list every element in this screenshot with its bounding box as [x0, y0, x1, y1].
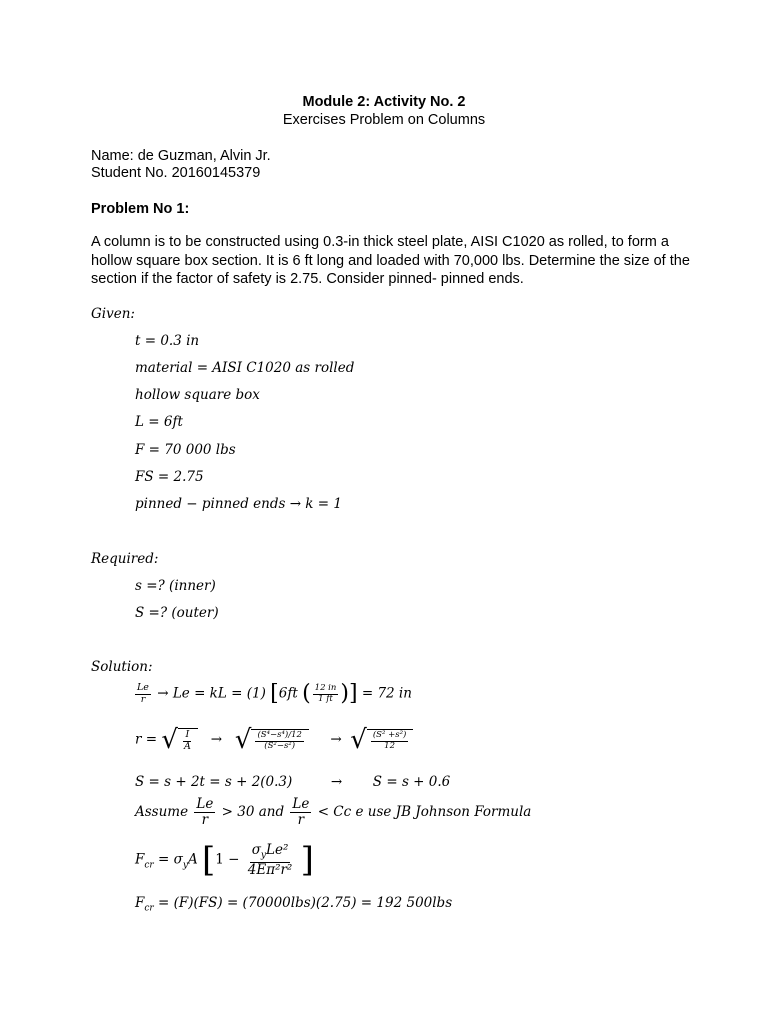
- given-end-condition: pinned − pinned ends → k = 1: [135, 496, 342, 512]
- document-subtitle: Exercises Problem on Columns: [282, 112, 486, 128]
- radius-of-gyration-equation: r = √ $\frac{I}{A}$ → √ $\frac{\text{(S⁴−s⁴)/12}}{\text{(S²−s²)}}$ → √ $\frac{\text{(S² +s²)}}{12}$: [135, 727, 413, 753]
- given-thickness: t = 0.3 in: [135, 333, 200, 349]
- student-name: Name: de Guzman, Alvin Jr.: [91, 148, 271, 164]
- required-outer: S =? (outer): [135, 605, 219, 621]
- given-section: hollow square box: [135, 387, 260, 403]
- problem-statement: A column is to be constructed using 0.3-in thick steel plate, AISI C1020 as rolled, to form a hollow square box section. It is 6 ft long and loaded with 70,000 lbs. Determine the size of the section if the factor of safety is 2.75. Consider pinned- pinned ends.: [91, 234, 690, 287]
- slenderness-assumption: Assume $\frac{Le}{r}$ > 30 and $\frac{Le}{r}$ < Cc e use JB Johnson Formula: [135, 796, 532, 828]
- unit-conversion-fraction: $\frac{12 in}{1 ft}$: [314, 683, 337, 704]
- outer-size-equation: S = s + 2t = s + 2(0.3) → S = s + 0.6: [135, 774, 451, 790]
- required-inner: s =? (inner): [135, 578, 216, 594]
- critical-load-calculation: $F_{cr} = (F)(FS) = (70000lbs)(2.75) = 192$ 500lbs: [135, 895, 453, 914]
- solution-label: Solution:: [91, 659, 153, 675]
- problem-heading: Problem No 1:: [91, 201, 190, 217]
- required-label: Required:: [91, 551, 159, 567]
- given-label: Given:: [91, 306, 135, 322]
- effective-length-equation: $\frac{Le}{r}$ → Le = kL = (1) [6ft ( $\frac{12 in}{1 ft}$ )] = 72 in: [137, 681, 412, 706]
- given-safety-factor: FS = 2.75: [135, 469, 204, 485]
- given-length: L = 6ft: [135, 414, 183, 430]
- student-number: Student No. 20160145379: [91, 165, 261, 181]
- given-material: material = AISI C1020 as rolled: [135, 360, 355, 376]
- johnson-formula: $F_{cr} = \sigma_yA$ [1 − $\frac{\sigma_yLe^2}{\text{4Eπ²r²}}$ ]: [135, 840, 314, 881]
- le-over-r-fraction: $\frac{Le}{r}$: [137, 682, 149, 705]
- given-load: F = 70 000 lbs: [135, 442, 236, 458]
- document-title: Module 2: Activity No. 2: [302, 94, 466, 110]
